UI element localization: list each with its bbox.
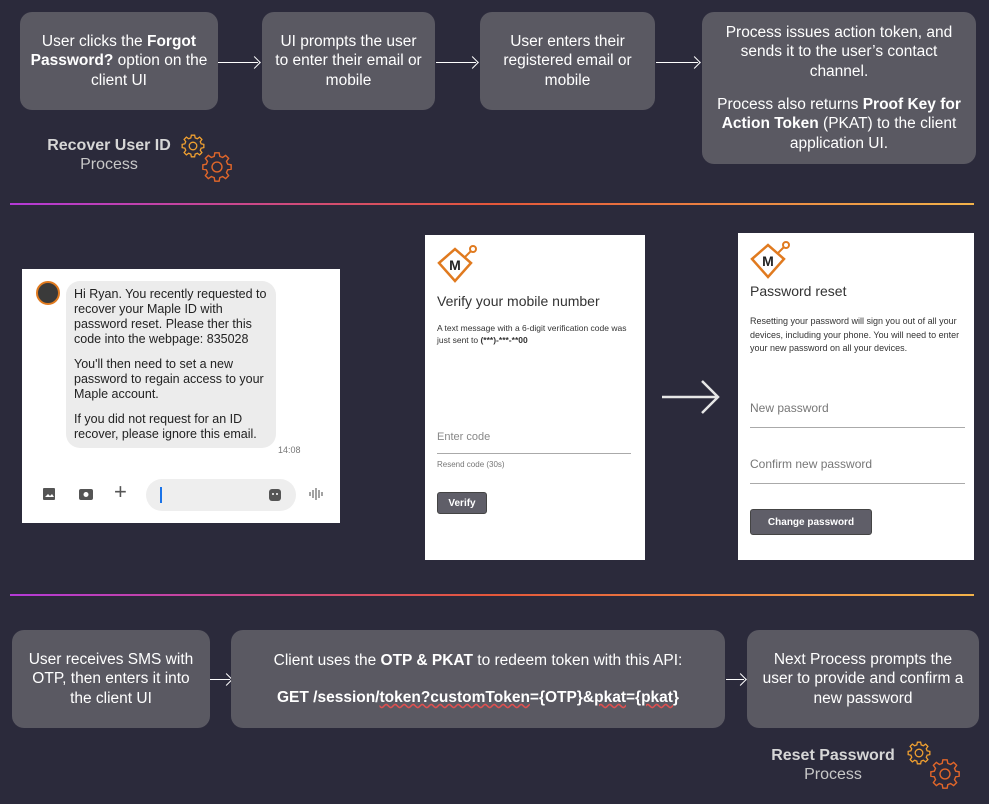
svg-text:M: M xyxy=(449,257,461,273)
avatar xyxy=(36,281,60,305)
add-icon[interactable]: + xyxy=(114,479,127,504)
verify-title: Verify your mobile number xyxy=(437,293,600,309)
reset-description: Resetting your password will sign you out of all your devices, including your phone. You will need to enter your new password on all your devices. xyxy=(750,316,960,353)
step-user-receives-sms: User receives SMS with OTP, then enters it into the client UI xyxy=(12,630,210,728)
change-password-button[interactable]: Change password xyxy=(750,509,872,535)
camera-icon[interactable] xyxy=(78,487,94,501)
code-input-underline xyxy=(437,453,631,454)
verify-description: A text message with a 6-digit verification code was just sent to (***)-***-**00 xyxy=(437,323,627,345)
svg-text:M: M xyxy=(762,253,774,269)
password-reset-screen xyxy=(738,233,974,560)
gear-icon xyxy=(200,150,234,184)
message-input[interactable] xyxy=(146,479,296,511)
step-next-process: Next Process prompts the user to provide and confirm a new password xyxy=(747,630,979,728)
maple-logo-icon xyxy=(435,243,481,285)
sms-panel xyxy=(22,269,340,523)
divider-bottom xyxy=(10,594,974,596)
sms-message: Hi Ryan. You recently requested to recover your Maple ID with password reset. Please ther this code into the webpage: 835028 You'll then need to set a new password to regain access to your Maple account. If you did not request for an ID recover, please ignore this email. xyxy=(66,281,276,448)
confirm-password-field[interactable]: Confirm new password xyxy=(750,457,873,471)
reset-process-label: Reset Password Process xyxy=(771,747,895,784)
arrow-4 xyxy=(210,679,230,680)
step-issue-token: Process issues action token, and sends it to the user’s contact channel. Process also returns Proof Key for Action Token (PKAT) to the client application UI. xyxy=(702,12,976,164)
step-redeem-token: Client uses the OTP & PKAT to redeem token with this API: GET /session/token?customToken={OTP}&pkat={pkat} xyxy=(231,630,725,728)
divider-top xyxy=(10,203,974,205)
step-forgot-password: User clicks the Forgot Password? option on the client UI xyxy=(20,12,218,110)
reset-title: Password reset xyxy=(750,283,847,299)
voice-icon[interactable] xyxy=(308,487,324,501)
gear-icon xyxy=(928,757,962,791)
arrow-3 xyxy=(656,62,698,63)
new-password-underline xyxy=(750,427,965,428)
image-icon[interactable] xyxy=(42,487,56,501)
arrow-right-icon xyxy=(660,378,722,416)
sticker-icon[interactable] xyxy=(268,488,282,502)
arrow-1 xyxy=(218,62,258,63)
step-ui-prompts: UI prompts the user to enter their email or mobile xyxy=(262,12,435,110)
verify-button[interactable]: Verify xyxy=(437,492,487,514)
verify-screen xyxy=(425,235,645,560)
maple-logo-icon xyxy=(748,239,794,281)
step-user-enters: User enters their registered email or mobile xyxy=(480,12,655,110)
confirm-password-underline xyxy=(750,483,965,484)
recover-process-label: Recover User ID Process xyxy=(47,137,171,174)
new-password-field[interactable]: New password xyxy=(750,401,829,415)
sms-composer xyxy=(22,477,340,513)
arrow-2 xyxy=(436,62,476,63)
arrow-5 xyxy=(726,679,744,680)
sms-time: 14:08 xyxy=(278,445,301,455)
code-input[interactable]: Enter code xyxy=(437,431,491,443)
resend-code-link[interactable]: Resend code (30s) xyxy=(437,460,505,469)
